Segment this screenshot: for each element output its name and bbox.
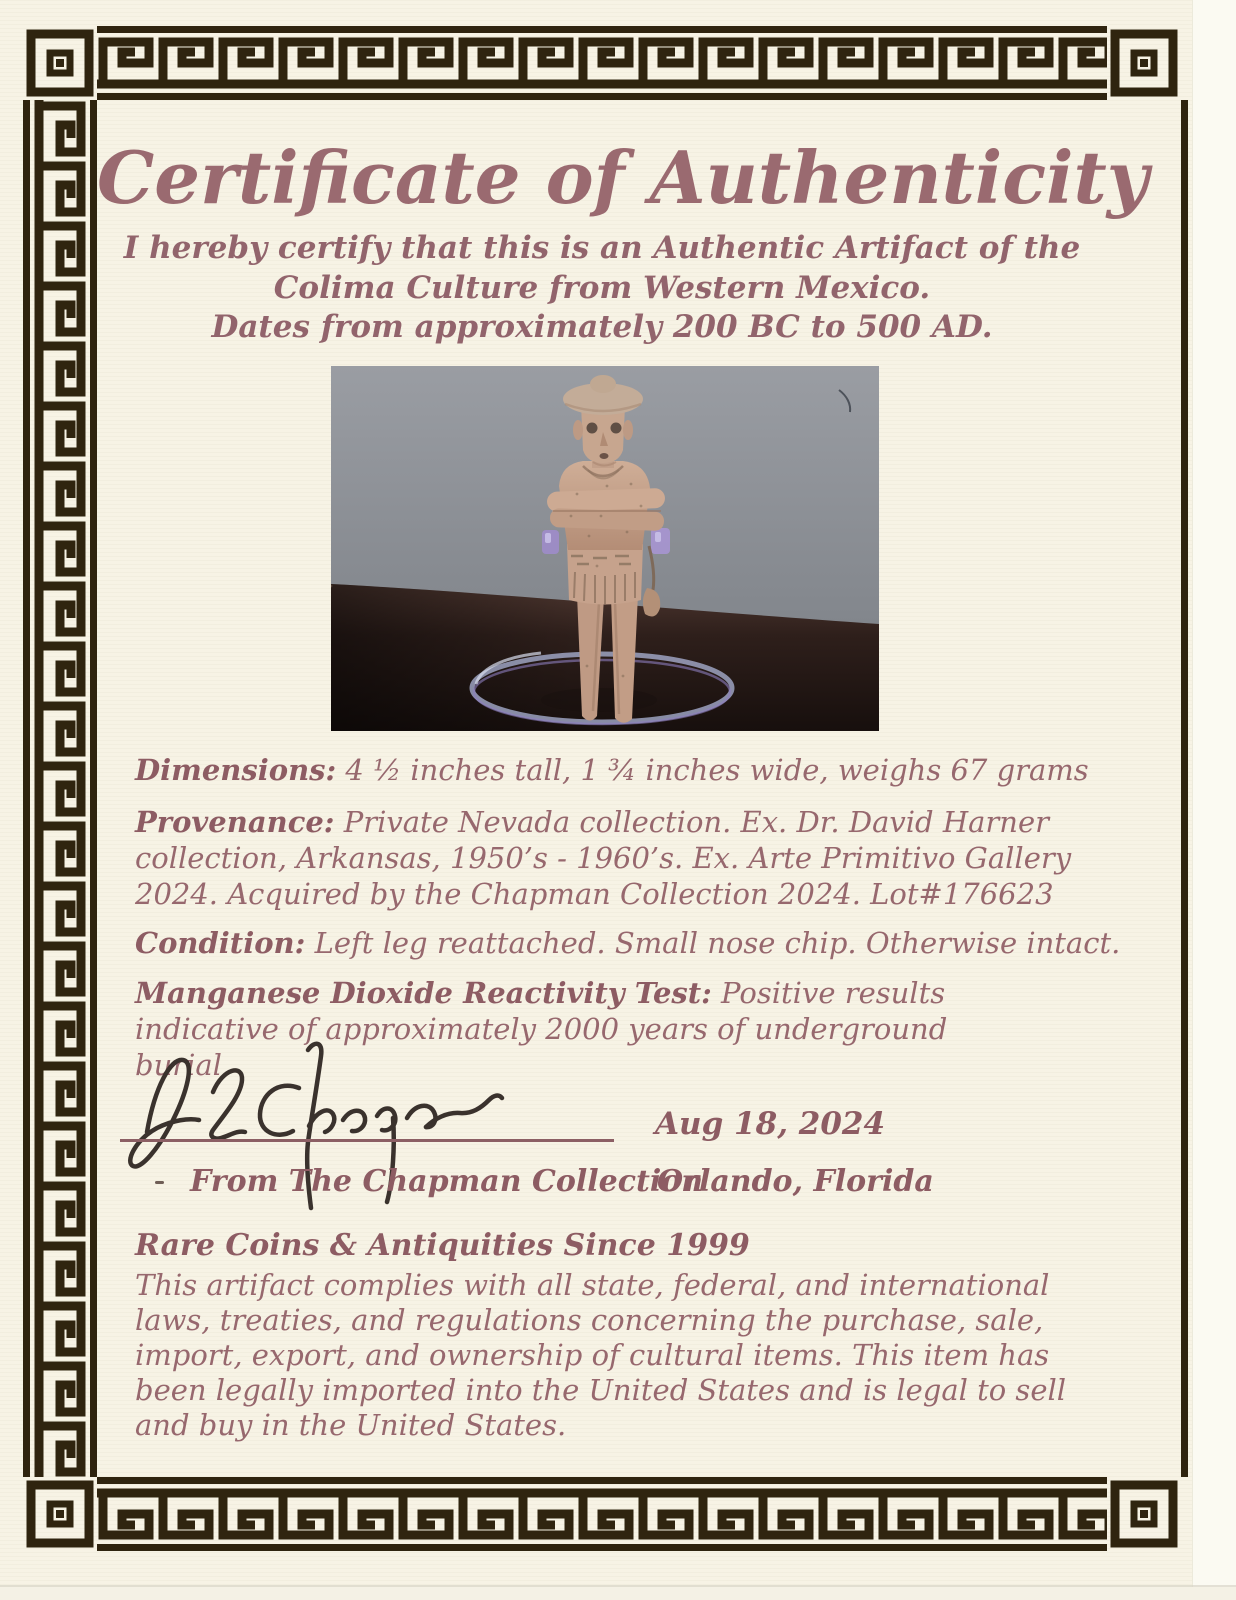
border-corner-top-left: [23, 26, 97, 100]
signature-location: Orlando, Florida: [657, 1164, 934, 1199]
certificate-title: Certificate of Authenticity: [97, 135, 1149, 220]
condition-text: Left leg reattached. Small nose chip. Otherwise intact.: [305, 926, 1121, 960]
border-corner-top-right: [1107, 26, 1181, 100]
certify-statement-line2: Colima Culture from Western Mexico.: [273, 270, 931, 306]
condition-label: Condition:: [135, 926, 306, 960]
certify-statement-line1: I hereby certify that this is an Authentic Artifact of the: [123, 230, 1081, 266]
dimensions-text: 4 ½ inches tall, 1 ¾ inches wide, weighs 67 grams: [336, 753, 1089, 787]
border-corner-bottom-right: [1107, 1477, 1181, 1551]
legal-statement: This artifact complies with all state, federal, and international laws, treaties, and regulations concerning the purchase, sale, import, export, and ownership of cultural items. This item has been legally imported into the United States and is legal to sell and buy in the United States.: [135, 1268, 1067, 1442]
stray-mark: [155, 1181, 164, 1184]
signature-line: [120, 1139, 614, 1142]
greek-key-border-left: [23, 100, 97, 1477]
signature-date: Aug 18, 2024: [655, 1106, 886, 1142]
provenance-row: [135, 804, 1095, 912]
greek-key-border-bottom: [97, 1477, 1107, 1551]
signature-source: From The Chapman Collection: [190, 1164, 704, 1199]
dimensions-row: [135, 752, 1095, 788]
reactivity-test-text: Positive results indicative of approximately 2000 years of underground burial.: [135, 976, 948, 1082]
provenance-label: Provenance:: [135, 805, 335, 839]
reactivity-test-label: Manganese Dioxide Reactivity Test:: [135, 976, 712, 1010]
company-tagline: Rare Coins & Antiquities Since 1999: [135, 1228, 750, 1263]
condition-row: [135, 925, 1135, 961]
scan-margin-right: [1192, 0, 1236, 1600]
artifact-photo: [331, 366, 879, 731]
scan-margin-bottom: [0, 1587, 1236, 1600]
provenance-text: Private Nevada collection. Ex. Dr. David Harner collection, Arkansas, 1950’s - 1960’s. Ex. Arte Primitivo Gallery 2024. Acquired by the Chapman Collection 2024. Lot#176623: [135, 805, 1072, 911]
border-corner-bottom-left: [23, 1477, 97, 1551]
certify-statement-line3: Dates from approximately 200 BC to 500 AD.: [211, 309, 993, 345]
dimensions-label: Dimensions:: [135, 753, 337, 787]
greek-key-border-top: [97, 26, 1107, 100]
